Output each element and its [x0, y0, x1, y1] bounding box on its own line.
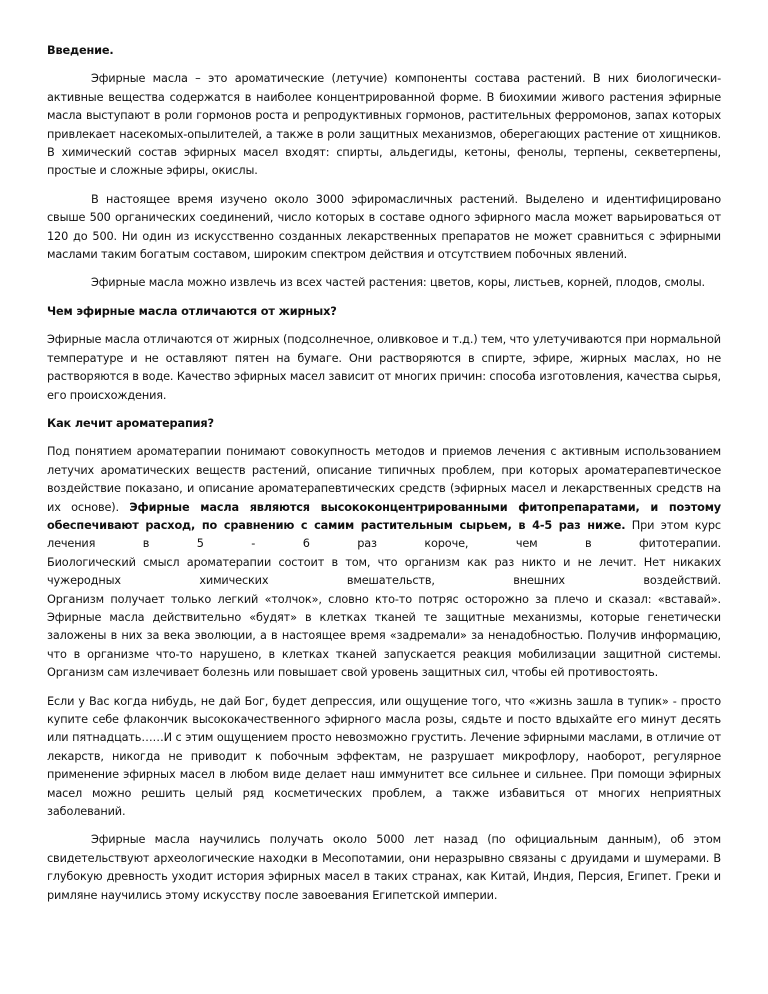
section-heading-difference: Чем эфирные масла отличаются от жирных?	[47, 304, 337, 318]
paragraph-intro-1: Эфирные масла – это ароматические (летучие) компоненты состава растений. В них биологически-активные вещества содержатся в наиболее концентрированной форме. В биохимии живого растения эфирные масла выступают в роли гормонов роста и репродуктивных гормонов, растительных ферромонов, запах которых привлекает насекомых-опылителей, а также в роли защитных механизмов, оберегающих растение от хищников. В химический состав эфирных масел входят: спирты, альдегиды, кетоны, фенолы, терпены, секветерпены, простые и сложные эфиры, окислы.	[47, 72, 721, 178]
paragraph-treatment-1-line3: Организм получает только легкий «толчок», словно кто-то потряс осторожно за плечо и сказал: «вставай». Эфирные масла действительно «будят» в клетках тканей те защитные механизмы, которые генетически заложены в них за века эволюции, а в настоящее время «задремали» за ненадобностью. Получив информацию, что в организме что-то нарушено, в клетках тканей запускается реакция мобилизации защитной системы. Организм сам излечивает болезнь или повышает свой уровень защитных сил, чтобы ей противостоять.	[47, 592, 721, 680]
paragraph-treatment-3: Эфирные масла научились получать около 5000 лет назад (по официальным данным), об этом свидетельствуют археологические находки в Месопотамии, они неразрывно связаны с друидами и шумерами. В глубокую древность уходит история эфирных масел в таких странах, как Китай, Индия, Персия, Египет. Греки и римляне научились этому искусству после завоевания Египетской империи.	[47, 833, 721, 902]
paragraph-treatment-2: Если у Вас когда нибудь, не дай Бог, будет депрессия, или ощущение того, что «жизнь зашла в тупик» - просто купите себе флакончик высококачественного эфирного масла розы, сядьте и посто вдыхайте его минут десять или пятнадцать……И с этим ощущением просто невозможно грустить. Лечение эфирными маслами, в отличие от лекарств, никогда не приводит к побочным эффектам, не разрушает микрофлору, наоборот, регулярное применение эфирных масел в любом виде делает наш иммунитет все сильнее и сильнее. При помощи эфирных масел можно решить целый ряд косметических проблем, а также избавиться от многих неприятных заболеваний.	[47, 694, 721, 819]
paragraph-treatment-1-line2: Биологический смысл ароматерапии состоит в том, что организм как раз никто и не лечит. Нет никаких чужеродных химических вмешательств, внешних воздействий.	[47, 555, 721, 588]
paragraph-treatment-1-start: Под понятием ароматерапии понимают совокупность методов и приемов лечения с активным использованием летучих ароматических веществ растений, описание типичных проблем, при которых ароматерапевтическое воздействие показано, и описание ароматерапевтических средств (эфирных масел и лекарственных средств на их основе).	[47, 445, 721, 514]
paragraph-intro-3: Эфирные масла можно извлечь из всех частей растения: цветов, коры, листьев, корней, плодов, смолы.	[91, 276, 705, 290]
paragraph-difference-1: Эфирные масла отличаются от жирных (подсолнечное, оливковое и т.д.) тем, что улетучиваются при нормальной температуре и не оставляют пятен на бумаге. Они растворяются в спирте, эфире, жирных маслах, но не растворяются в воде. Качество эфирных масел зависит от многих причин: способа изготовления, качества сырья, его происхождения.	[47, 333, 721, 402]
paragraph-treatment-1	[47, 443, 721, 553]
paragraph-treatment-1-bold: Эфирные масла являются высококонцентрированными фитопрепаратами, и поэтому обеспечивают расход, по сравнению с самим растительным сырьем, в 4-5 раз ниже.	[47, 500, 721, 532]
section-heading-treatment: Как лечит ароматерапия?	[47, 416, 214, 430]
paragraph-treatment-1-end: При этом курс лечения в 5 - 6 раз короче, чем в фитотерапии.	[47, 518, 721, 551]
section-heading-intro: Введение.	[47, 44, 114, 57]
paragraph-intro-2: В настоящее время изучено около 3000 эфиромасличных растений. Выделено и идентифицировано свыше 500 органических соединений, число которых в составе одного эфирного масла может варьироваться от 120 до 500. Ни один из искусственно созданных лекарственных препаратов не может сравниться с эфирными маслами таким богатым составом, широким спектром действия и отсутствием побочных явлений.	[47, 192, 721, 262]
